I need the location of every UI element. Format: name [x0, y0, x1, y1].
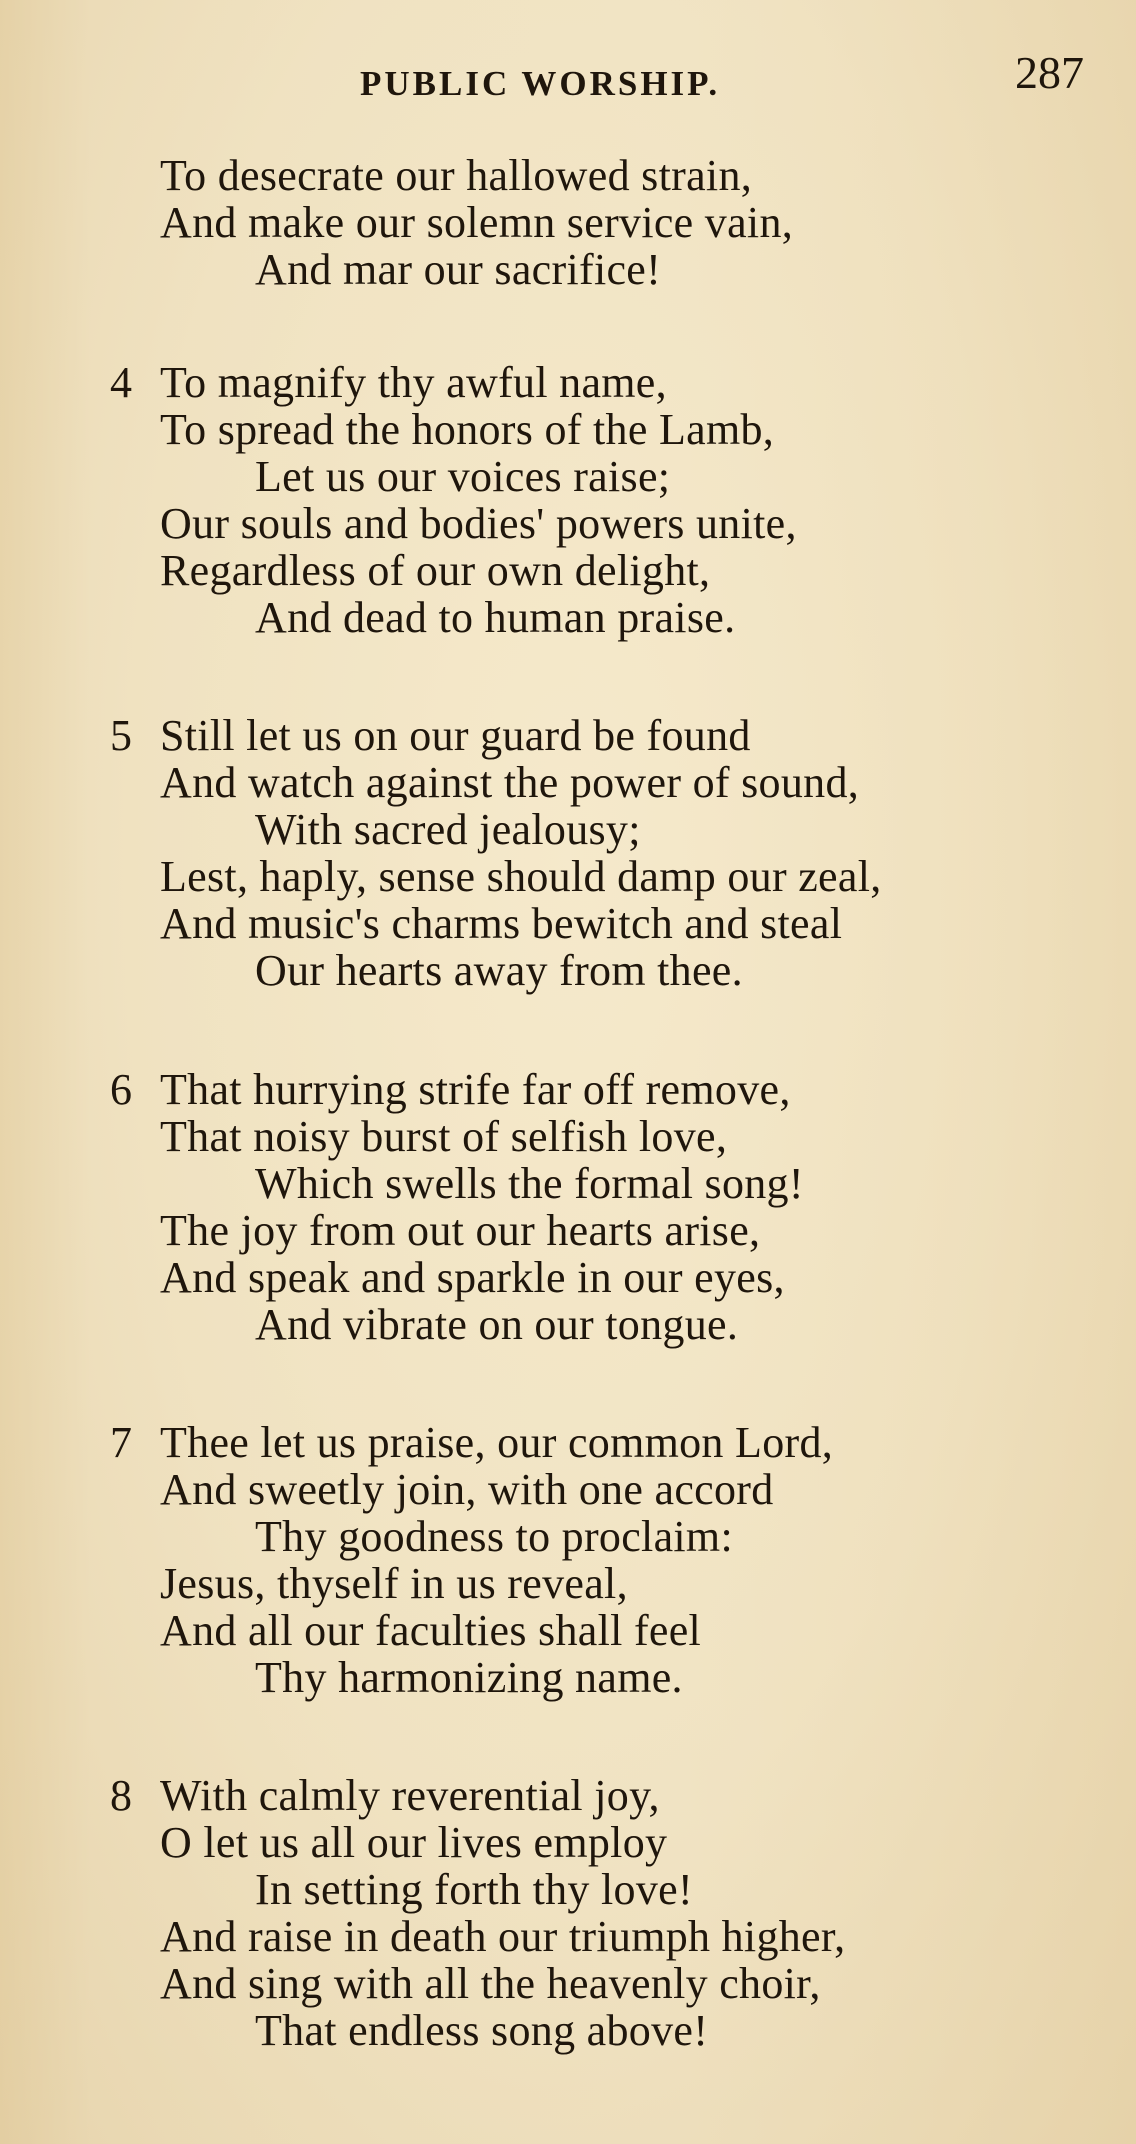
stanza-number: 8 [110, 1771, 132, 1820]
verse-line: The joy from out our hearts arise, [160, 1206, 761, 1255]
verse-line: And speak and sparkle in our eyes, [160, 1253, 785, 1302]
verse-line: Thy harmonizing name. [255, 1653, 683, 1702]
verse-line: Our souls and bodies' powers unite, [160, 499, 797, 548]
verse-line: O let us all our lives employ [160, 1818, 668, 1867]
verse-line: Still let us on our guard be found [160, 711, 751, 760]
verse-line: Jesus, thyself in us reveal, [160, 1559, 628, 1608]
verse-line: Our hearts away from thee. [255, 946, 743, 995]
verse-line: With calmly reverential joy, [160, 1771, 660, 1820]
verse-line: And raise in death our triumph higher, [160, 1912, 846, 1961]
verse-line: To desecrate our hallowed strain, [160, 151, 753, 200]
verse-line: In setting forth thy love! [255, 1865, 693, 1914]
verse-line: Thy goodness to proclaim: [255, 1512, 733, 1561]
stanza-number: 5 [110, 711, 132, 760]
verse-line: With sacred jealousy; [255, 805, 641, 854]
verse-line: Lest, haply, sense should damp our zeal, [160, 852, 882, 901]
verse-line: And make our solemn service vain, [160, 198, 794, 247]
running-title: PUBLIC WORSHIP. [360, 64, 721, 103]
verse-line: And dead to human praise. [255, 593, 736, 642]
verse-line: To magnify thy awful name, [160, 358, 667, 407]
verse-line: That noisy burst of selfish love, [160, 1112, 728, 1161]
stanza-number: 6 [110, 1065, 132, 1114]
verse-line: Which swells the formal song! [255, 1159, 804, 1208]
verse-line: That endless song above! [255, 2006, 709, 2055]
verse-line: And vibrate on our tongue. [255, 1300, 739, 1349]
verse-line: Regardless of our own delight, [160, 546, 711, 595]
verse-line: Let us our voices raise; [255, 452, 671, 501]
page-number: 287 [1015, 47, 1084, 98]
verse-line: And watch against the power of sound, [160, 758, 860, 807]
verse-line: That hurrying strife far off remove, [160, 1065, 791, 1114]
verse-line: And all our faculties shall feel [160, 1606, 702, 1655]
verse-line: And mar our sacrifice! [255, 245, 662, 294]
stanza-number: 7 [110, 1418, 132, 1467]
verse-line: And sing with all the heavenly choir, [160, 1959, 821, 2008]
stanza-number: 4 [110, 358, 132, 407]
verse-line: Thee let us praise, our common Lord, [160, 1418, 834, 1467]
verse-line: And music's charms bewitch and steal [160, 899, 843, 948]
verse-line: And sweetly join, with one accord [160, 1465, 774, 1514]
verse-line: To spread the honors of the Lamb, [160, 405, 775, 454]
